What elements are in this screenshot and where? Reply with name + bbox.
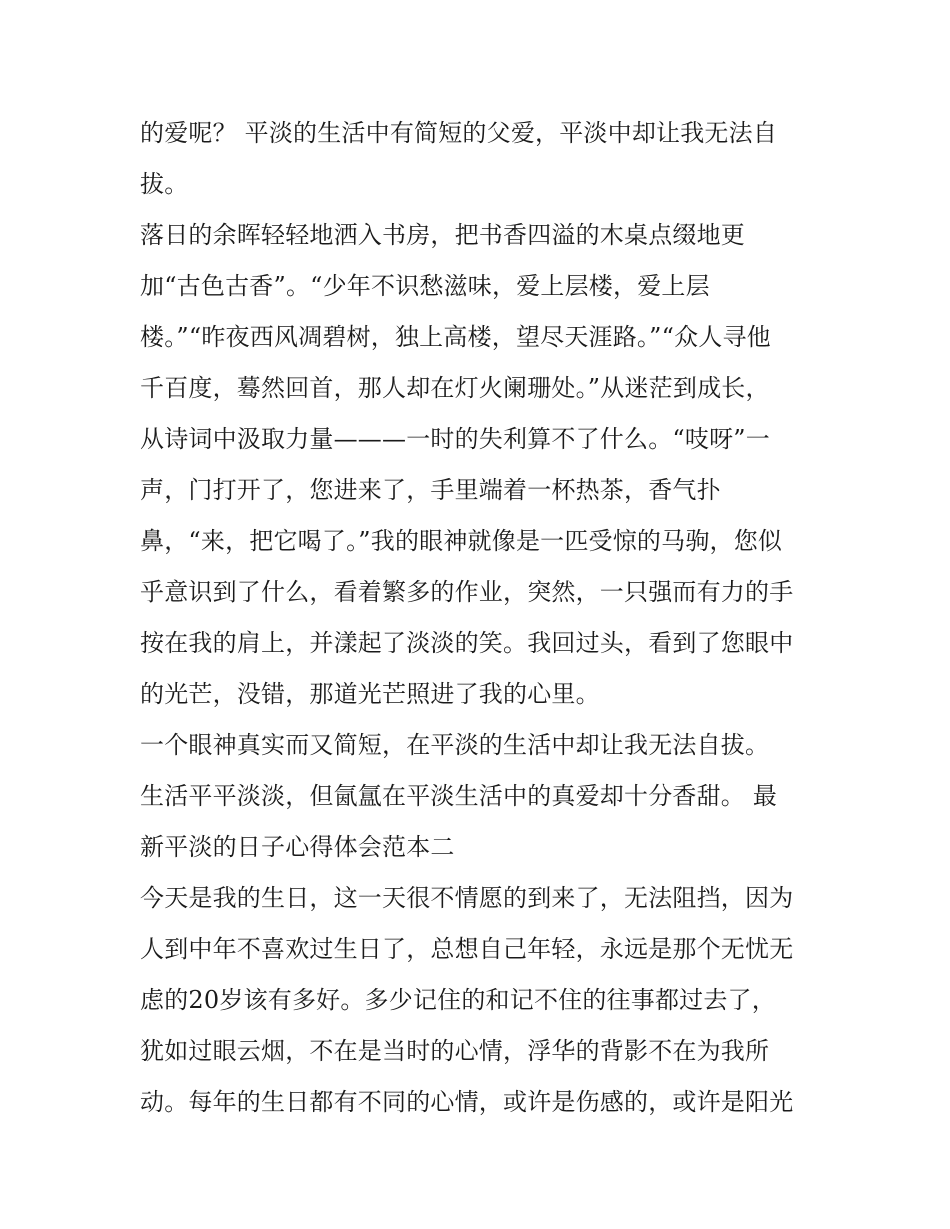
- text-line: 新平淡的日子心得体会范本二: [140, 833, 455, 861]
- text-line: 人到中年不喜欢过生日了，总想自己年轻，永远是那个无忧无: [140, 935, 794, 963]
- text-line: 的光芒，没错，那道光芒照进了我的心里。: [140, 680, 600, 708]
- text-line: 加“古色古香”。“少年不识愁滋味，爱上层楼，爱上层: [140, 272, 710, 300]
- text-line: 今天是我的生日，这一天很不情愿的到来了，无法阻挡，因为: [140, 884, 794, 912]
- text-line: 楼。”“昨夜西风凋碧树，独上高楼，望尽天涯路。”“众人寻他: [140, 323, 771, 351]
- text-line: 虑的20岁该有多好。多少记住的和记不住的往事都过去了，: [140, 986, 776, 1014]
- text-line: 鼻，“来，把它喝了。”我的眼神就像是一匹受惊的马驹，您似: [140, 527, 783, 555]
- document-body: [140, 108, 820, 1128]
- text-line: 从诗词中汲取力量———一时的失利算不了什么。“吱呀”一: [140, 425, 770, 453]
- text-line: 落日的余晖轻轻地洒入书房，把书香四溢的木桌点缀地更: [140, 221, 745, 249]
- text-line: 乎意识到了什么，看着繁多的作业，突然，一只强而有力的手: [140, 578, 794, 606]
- text-line: 按在我的肩上，并漾起了淡淡的笑。我回过头，看到了您眼中: [140, 629, 794, 657]
- text-line: 千百度，蓦然回首，那人却在灯火阑珊处。”从迷茫到成长，: [140, 374, 770, 402]
- text-line: 拔。: [140, 170, 189, 198]
- text-line: 犹如过眼云烟，不在是当时的心情，浮华的背影不在为我所: [140, 1037, 770, 1065]
- text-line: 动。每年的生日都有不同的心情，或许是伤感的，或许是阳光: [140, 1088, 794, 1116]
- text-line: 生活平平淡淡，但氤氲在平淡生活中的真爱却十分香甜。 最: [140, 782, 778, 810]
- text-line: 的爱呢？ 平淡的生活中有简短的父爱，平淡中却让我无法自: [140, 119, 778, 147]
- text-line: 一个眼神真实而又简短，在平淡的生活中却让我无法自拔。: [140, 731, 770, 759]
- text-line: 声，门打开了，您进来了，手里端着一杯热茶，香气扑: [140, 476, 721, 504]
